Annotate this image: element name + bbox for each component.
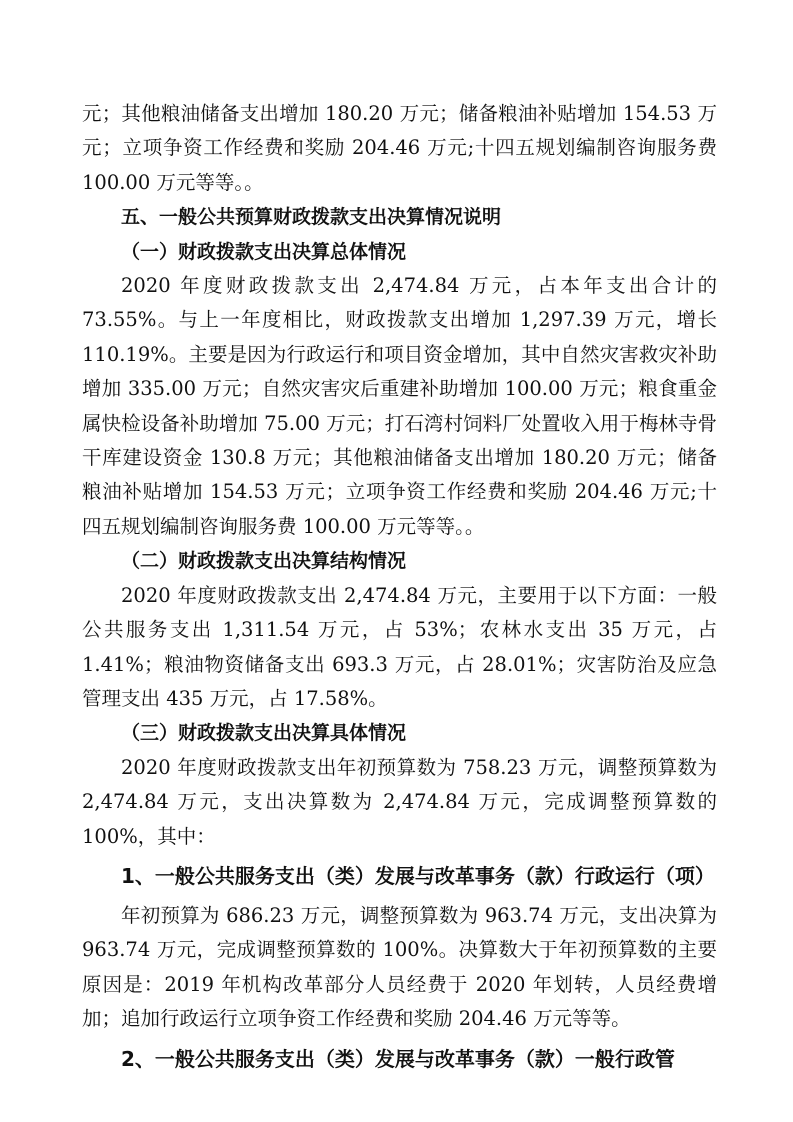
item-paragraph-1: 年初预算为 686.23 万元，调整预算数为 963.74 万元，支出决算为 963.74 万元，完成调整预算数的 100%。决算数大于年初预算数的主要原因是：2019 年机构改革部分人员经费于 2020 年划转，人员经费增加；追加行政运行立项争资工作经费和奖励 204.46 万元等等。 xyxy=(82,903,717,1031)
item-heading-1: 1、一般公共服务支出（类）发展与改革事务（款）行政运行（项） xyxy=(121,863,715,888)
subsection-heading-details: （三）财政拨款支出决算具体情况 xyxy=(121,722,407,745)
structure-paragraph: 2020 年度财政拨款支出 2,474.84 万元，主要用于以下方面：一般公共服务支出 1,311.54 万元，占 53%；农林水支出 35 万元，占 1.41%；粮油物资储备支出 693.3 万元，占 28.01%；灾害防治及应急管理支出 435 万元，占 17.58%。 xyxy=(82,583,717,710)
item-heading-2: 2、一般公共服务支出（类）发展与改革事务（款）一般行政管 xyxy=(121,1046,675,1071)
details-paragraph: 2020 年度财政拨款支出年初预算数为 758.23 万元，调整预算数为 2,474.84 万元，支出决算数为 2,474.84 万元，完成调整预算数的 100%，其中： xyxy=(82,755,717,848)
subsection-heading-structure: （二）财政拨款支出决算结构情况 xyxy=(121,550,407,573)
overall-paragraph: 2020 年度财政拨款支出 2,474.84 万元，占本年支出合计的 73.55%。与上一年度相比，财政拨款支出增加 1,297.39 万元，增长 110.19%。主要是因为行政运行和项目资金增加，其中自然灾害救灾补助增加 335.00 万元；自然灾害灾后重建补助增加 100.00 万元；粮食重金属快检设备补助增加 75.00 万元；打石湾村饲料厂处置收入用于梅林寺骨干库建设资金 130.8 万元；其他粮油储备支出增加 180.20 万元；储备粮油补贴增加 154.53 万元；立项争资工作经费和奖励 204.46 万元;十四五规划编制咨询服务费 100.00 万元等等。。 xyxy=(82,274,717,538)
continuation-paragraph: 元；其他粮油储备支出增加 180.20 万元；储备粮油补贴增加 154.53 万元；立项争资工作经费和奖励 204.46 万元;十四五规划编制咨询服务费 100.00 万元等等。。 xyxy=(82,102,717,194)
section-heading: 五、一般公共预算财政拨款支出决算情况说明 xyxy=(121,206,502,229)
subsection-heading-overall: （一）财政拨款支出决算总体情况 xyxy=(121,240,407,263)
